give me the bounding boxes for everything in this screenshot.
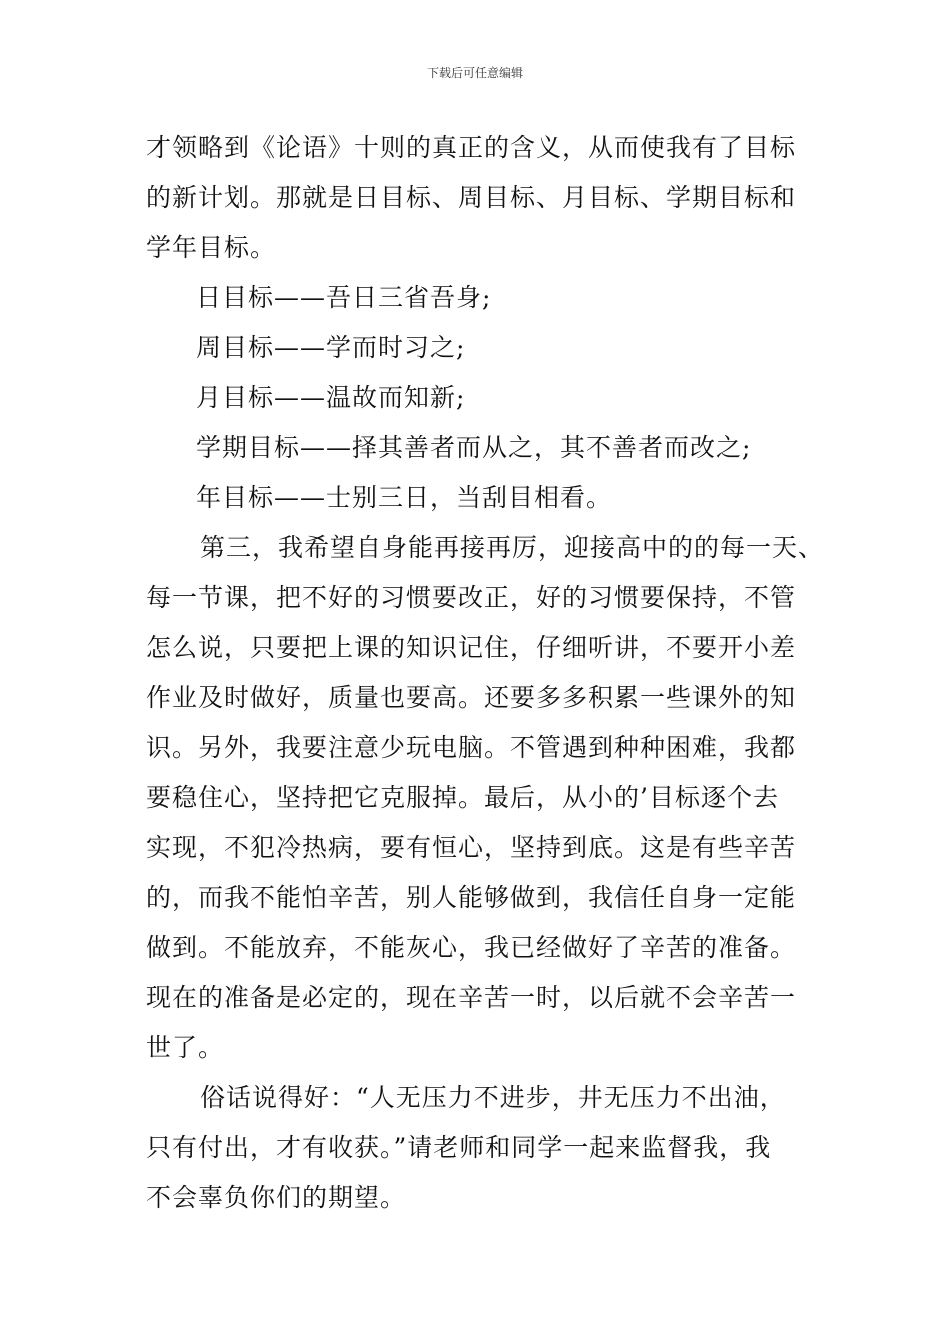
paragraph-start: 第三，我希望自身能再接再厉，迎接高中的的每一天、 — [200, 533, 825, 562]
paragraph-start: 俗话说得好：“人无压力不进步，井无压力不出油， — [200, 1083, 786, 1112]
body-line: 世了。 — [146, 1033, 225, 1062]
page-header: 下载后可任意编辑 — [426, 66, 523, 80]
body-line: 只有付出，才有收获。”请老师和同学一起来监督我，我 — [146, 1133, 772, 1162]
body-line: 的新计划。那就是日目标、周目标、月目标、学期目标和 — [146, 183, 797, 212]
body-line: 不会辜负你们的期望。 — [146, 1183, 407, 1212]
body-line: 的，而我不能怕辛苦，别人能够做到，我信任自身一定能 — [146, 883, 797, 912]
body-line: 怎么说，只要把上课的知识记住，仔细听讲，不要开小差 — [146, 633, 797, 662]
body-line: 学年目标。 — [146, 233, 277, 262]
goal-line-yearly: 年目标——士别三日，当刮目相看。 — [196, 483, 613, 512]
goal-line-daily: 日目标——吾日三省吾身; — [196, 283, 492, 312]
body-line: 实现，不犯冷热病，要有恒心，坚持到底。这是有些辛苦 — [146, 833, 797, 862]
goal-line-semester: 学期目标——择其善者而从之，其不善者而改之; — [196, 433, 752, 462]
body-line: 每一节课，把不好的习惯要改正，好的习惯要保持，不管 — [146, 583, 797, 612]
goal-line-monthly: 月目标——温故而知新; — [196, 383, 466, 412]
body-line: 要稳住心，坚持把它克服掉。最后，从小的’目标逐个去 — [146, 783, 779, 812]
body-line: 做到。不能放弃，不能灰心，我已经做好了辛苦的准备。 — [146, 933, 797, 962]
goal-line-weekly: 周目标——学而时习之; — [196, 333, 466, 362]
body-line: 识。另外，我要注意少玩电脑。不管遇到种种困难，我都 — [146, 733, 797, 762]
body-line: 作业及时做好，质量也要高。还要多多积累一些课外的知 — [146, 683, 797, 712]
body-line: 现在的准备是必定的，现在辛苦一时，以后就不会辛苦一 — [146, 983, 797, 1012]
body-line: 才领略到《论语》十则的真正的含义，从而使我有了目标 — [146, 133, 797, 162]
